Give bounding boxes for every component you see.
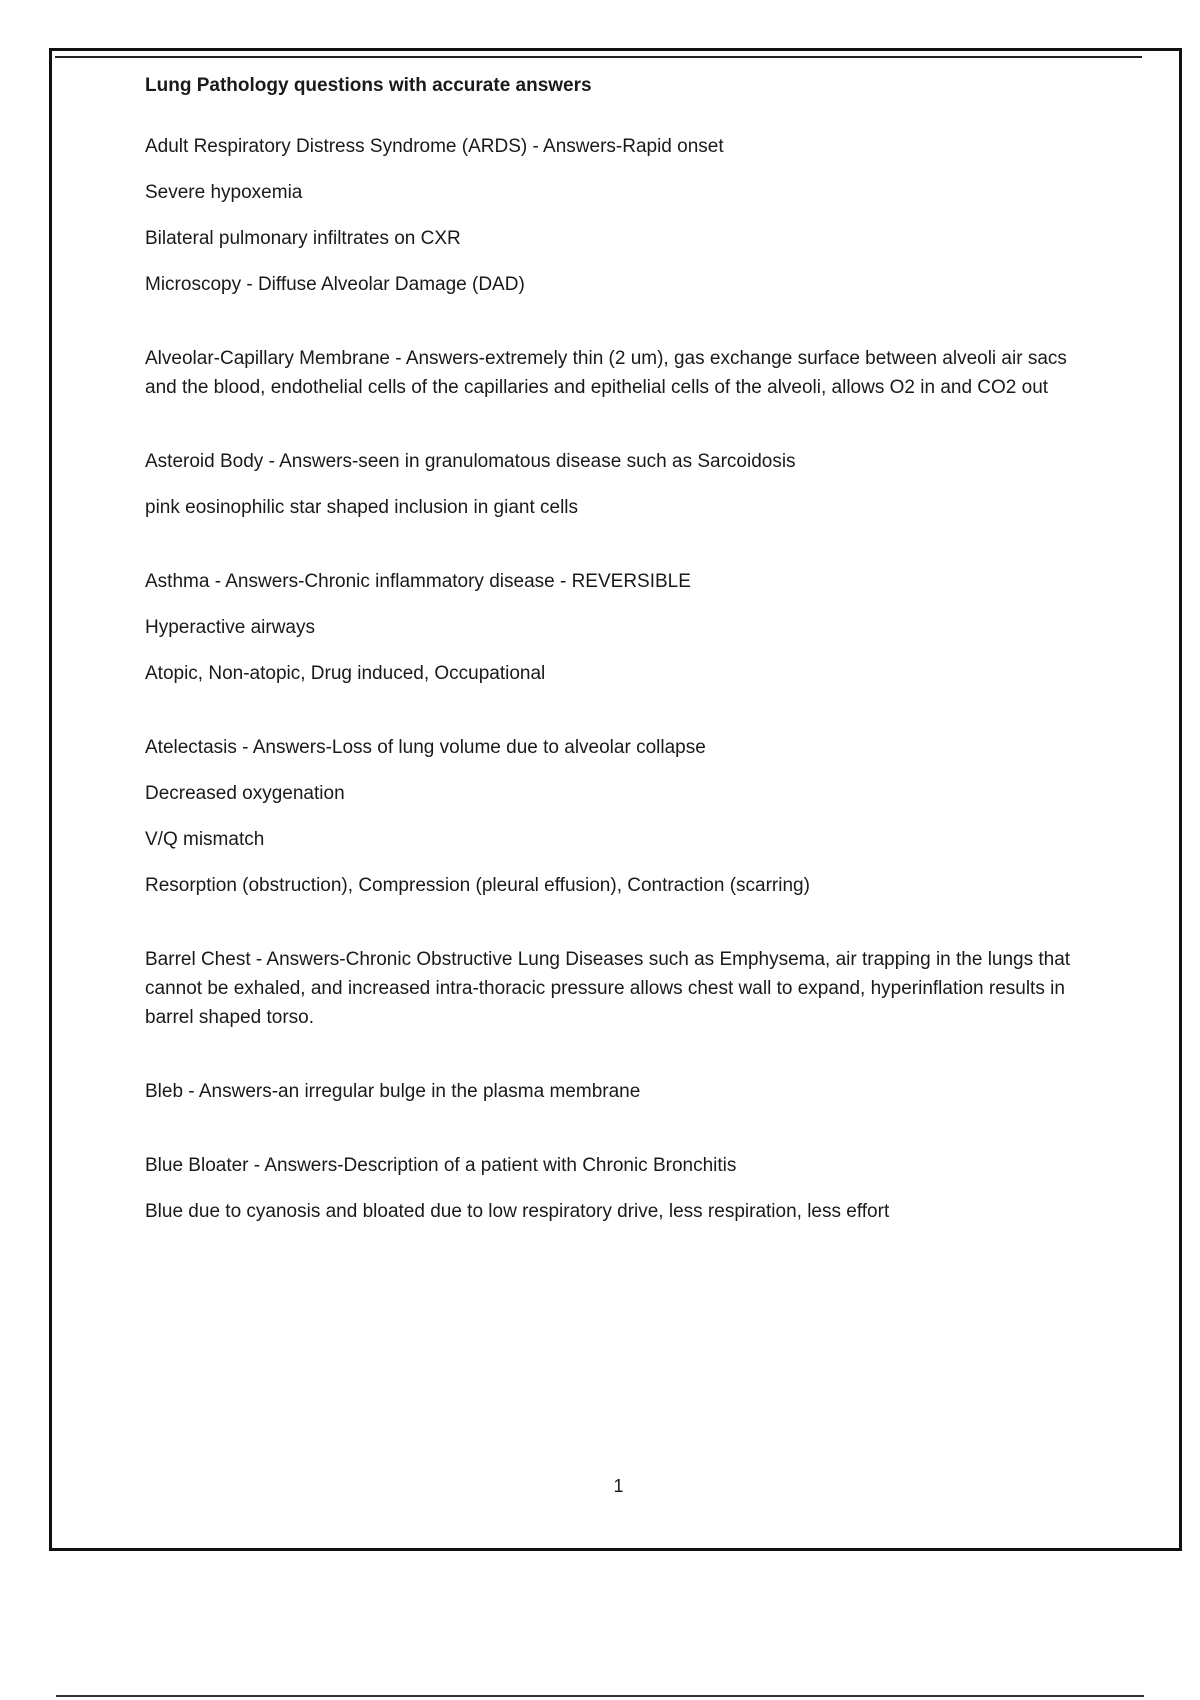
entry-line: Blue due to cyanosis and bloated due to low respiratory drive, less respiration, less effort: [145, 1201, 890, 1222]
entry-line: Asteroid Body - Answers-seen in granulomatous disease such as Sarcoidosis: [145, 451, 796, 472]
entry-line: Atopic, Non-atopic, Drug induced, Occupational: [145, 663, 546, 684]
qa-entry-bleb: [145, 1077, 1085, 1106]
page-number: 1: [613, 1476, 624, 1496]
entry-line: pink eosinophilic star shaped inclusion in giant cells: [145, 497, 579, 518]
entry-line: Hyperactive airways: [145, 617, 315, 638]
entry-line: Resorption (obstruction), Compression (pleural effusion), Contraction (scarring): [145, 875, 810, 896]
entry-line: Atelectasis - Answers-Loss of lung volume due to alveolar collapse: [145, 737, 706, 758]
entry-line: Bleb - Answers-an irregular bulge in the plasma membrane: [145, 1081, 641, 1102]
entry-line: Bilateral pulmonary infiltrates on CXR: [145, 228, 461, 249]
entry-line: Barrel Chest - Answers-Chronic Obstructive Lung Diseases such as Emphysema, air trapping in the lungs that cannot be exhaled, and increased intra-thoracic pressure allows chest wall to expand, hyperinflation results in barrel shaped torso.: [145, 949, 1071, 1028]
qa-entry-blue-bloater: [145, 1151, 1085, 1226]
qa-entry-alveolar-capillary-membrane: [145, 344, 1085, 402]
next-page-rule: [56, 1695, 1144, 1697]
qa-entry-asteroid-body: [145, 447, 1085, 522]
entry-line: Blue Bloater - Answers-Description of a patient with Chronic Bronchitis: [145, 1155, 737, 1176]
entry-line: Alveolar-Capillary Membrane - Answers-extremely thin (2 um), gas exchange surface between alveoli air sacs and the blood, endothelial cells of the capillaries and epithelial cells of the alveoli, allows O2 in and CO2 out: [145, 348, 1067, 398]
entry-line: Asthma - Answers-Chronic inflammatory disease - REVERSIBLE: [145, 571, 691, 592]
qa-entry-ards: [145, 132, 1085, 299]
document-body: [145, 72, 1085, 1271]
entry-line: V/Q mismatch: [145, 829, 265, 850]
qa-entry-asthma: [145, 567, 1085, 688]
qa-entry-barrel-chest: [145, 945, 1085, 1032]
entry-line: Adult Respiratory Distress Syndrome (ARDS) - Answers-Rapid onset: [145, 136, 724, 157]
entry-line: Microscopy - Diffuse Alveolar Damage (DAD): [145, 274, 525, 295]
qa-entry-atelectasis: [145, 733, 1085, 900]
entry-line: Decreased oxygenation: [145, 783, 345, 804]
entry-line: Severe hypoxemia: [145, 182, 303, 203]
header-rule: [55, 56, 1142, 58]
document-title: Lung Pathology questions with accurate answers: [145, 75, 592, 96]
